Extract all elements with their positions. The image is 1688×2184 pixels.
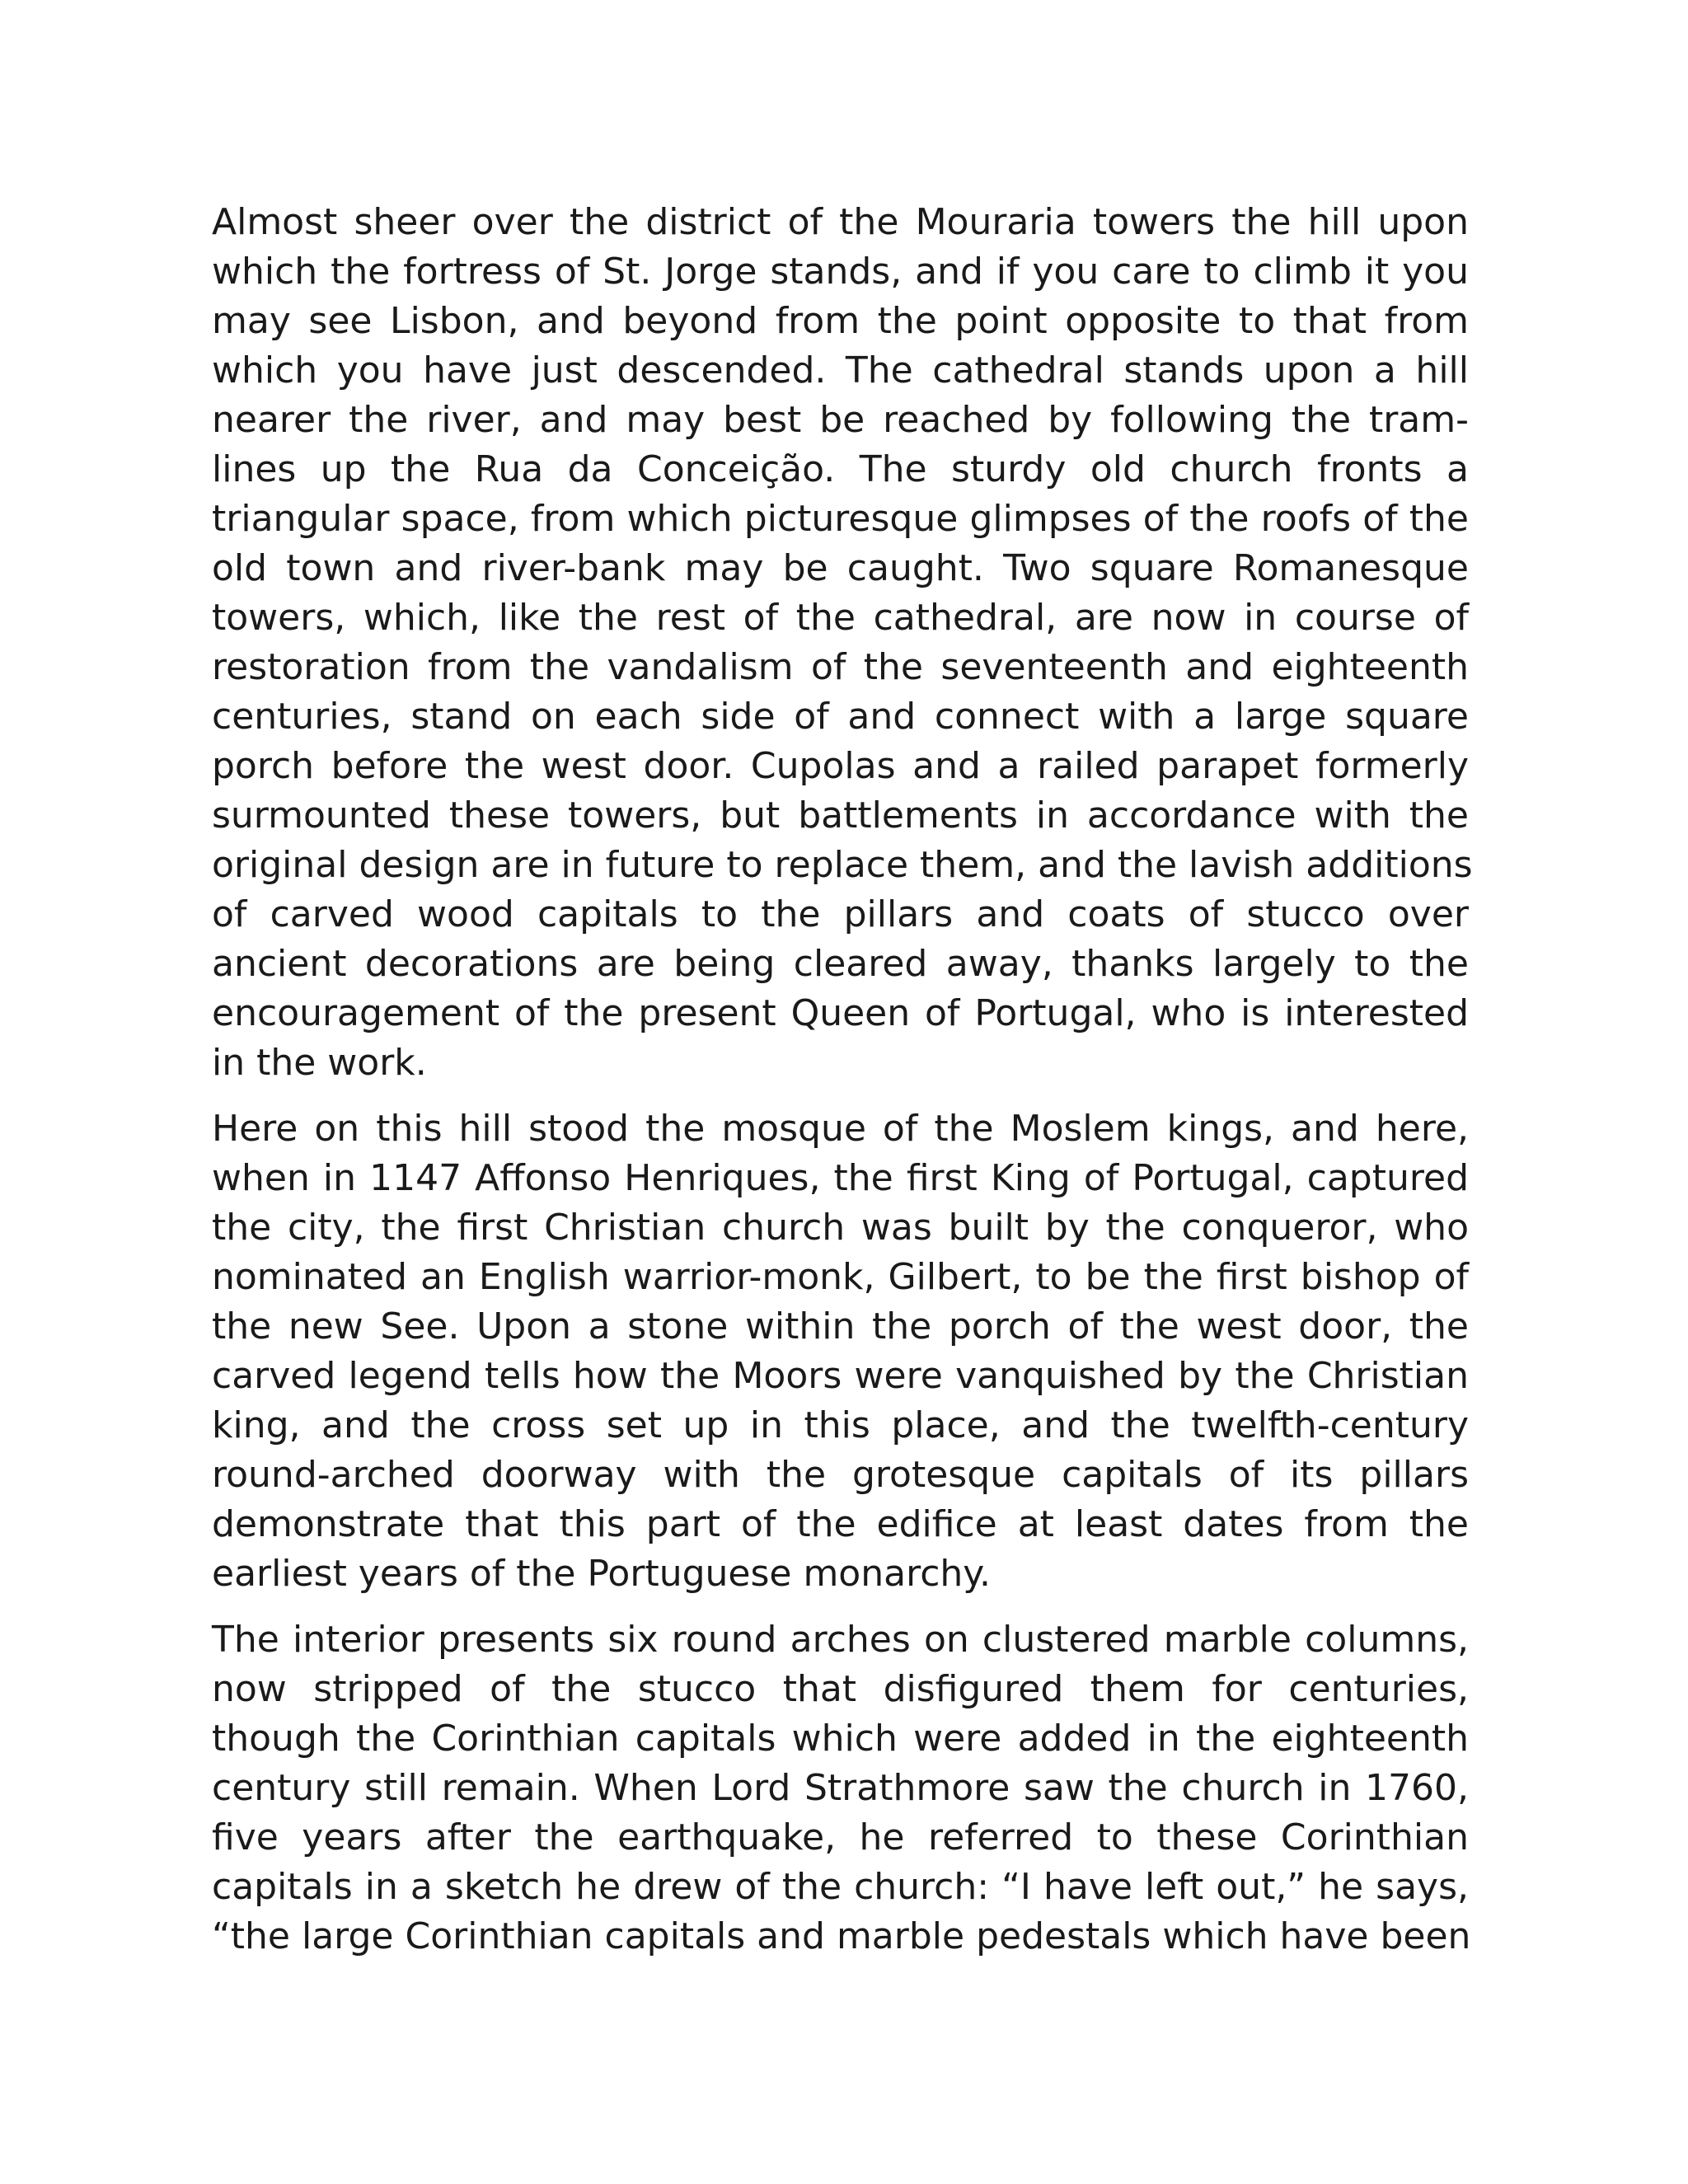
text-line: The interior presents six round arches on clustered marble columns, xyxy=(212,1619,1469,1661)
text-line: encouragement of the present Queen of Portugal, who is interested xyxy=(212,992,1469,1034)
text-line: earliest years of the Portuguese monarchy. xyxy=(212,1553,992,1595)
text-line: surmounted these towers, but battlements in accordance with the xyxy=(212,794,1469,837)
text-line: five years after the earthquake, he referred to these Corinthian xyxy=(212,1816,1469,1858)
text-line: in the work. xyxy=(212,1042,427,1084)
text-line: “the large Corinthian capitals and marble pedestals which have been xyxy=(212,1915,1471,1957)
text-line: restoration from the vandalism of the seventeenth and eighteenth xyxy=(212,646,1469,688)
text-line: the city, the first Christian church was built by the conqueror, who xyxy=(212,1207,1469,1249)
text-line: now stripped of the stucco that disfigured them for centuries, xyxy=(212,1668,1469,1710)
text-line: Almost sheer over the district of the Mouraria towers the hill upon xyxy=(212,201,1469,243)
text-line: of carved wood capitals to the pillars and coats of stucco over xyxy=(212,893,1469,935)
text-line: nominated an English warrior-monk, Gilbert, to be the first bishop of xyxy=(212,1256,1469,1298)
text-line: original design are in future to replace them, and the lavish additions xyxy=(212,844,1473,886)
text-line: demonstrate that this part of the edifice at least dates from the xyxy=(212,1503,1469,1545)
text-line: which you have just descended. The cathedral stands upon a hill xyxy=(212,349,1469,391)
text-line: may see Lisbon, and beyond from the point opposite to that from xyxy=(212,300,1469,342)
text-line: towers, which, like the rest of the cathedral, are now in course of xyxy=(212,597,1469,639)
text-line: king, and the cross set up in this place, and the twelfth-century xyxy=(212,1404,1469,1446)
body-text xyxy=(212,198,1473,1978)
text-line: old town and river-bank may be caught. Two square Romanesque xyxy=(212,547,1469,589)
text-line: capitals in a sketch he drew of the church: “I have left out,” he says, xyxy=(212,1866,1469,1908)
text-line: centuries, stand on each side of and connect with a large square xyxy=(212,696,1469,738)
text-line: which the fortress of St. Jorge stands, and if you care to climb it you xyxy=(212,251,1469,293)
text-line: Here on this hill stood the mosque of the Moslem kings, and here, xyxy=(212,1108,1469,1150)
text-line: nearer the river, and may best be reached by following the tram- xyxy=(212,399,1469,441)
text-line: triangular space, from which picturesque glimpses of the roofs of the xyxy=(212,498,1469,540)
paragraph xyxy=(212,1615,1469,1961)
text-line: though the Corinthian capitals which were added in the eighteenth xyxy=(212,1718,1469,1760)
text-line: carved legend tells how the Moors were vanquished by the Christian xyxy=(212,1355,1469,1397)
text-line: round-arched doorway with the grotesque capitals of its pillars xyxy=(212,1454,1469,1496)
text-line: porch before the west door. Cupolas and a railed parapet formerly xyxy=(212,745,1469,787)
paragraph xyxy=(212,198,1473,1088)
paragraph xyxy=(212,1104,1469,1599)
text-line: century still remain. When Lord Strathmore saw the church in 1760, xyxy=(212,1767,1469,1809)
text-line: when in 1147 Affonso Henriques, the first King of Portugal, captured xyxy=(212,1157,1469,1199)
text-line: lines up the Rua da Conceição. The sturdy old church fronts a xyxy=(212,448,1469,490)
text-line: ancient decorations are being cleared away, thanks largely to the xyxy=(212,943,1469,985)
text-line: the new See. Upon a stone within the porch of the west door, the xyxy=(212,1305,1469,1347)
